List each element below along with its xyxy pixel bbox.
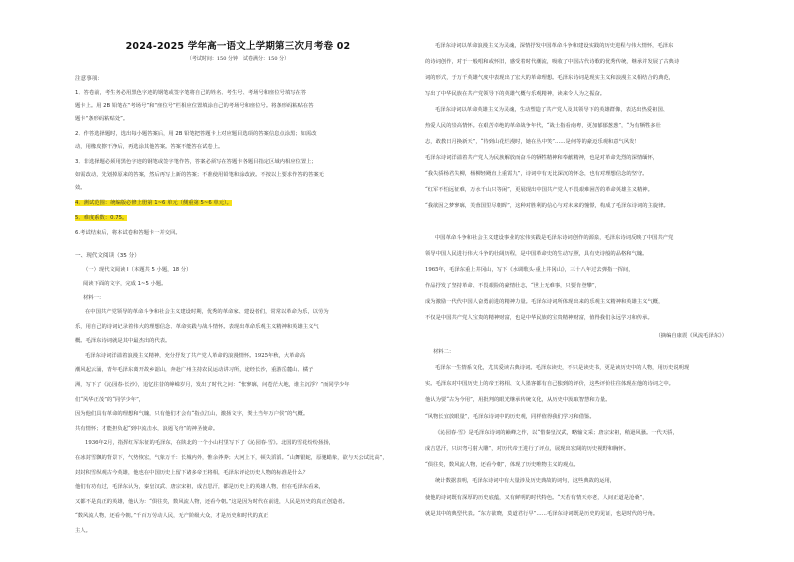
notes-heading: 注意事项： [75,76,103,82]
body-line: 毛泽东诗词洋溢着共产党人为民族解放而奋斗的牺牲精神和奉献精神，也是对革命先烈的深情缅怀， [425,155,659,161]
body-line: 乐，用自己的诗词记录着伟大的理想信念、革命实践与战斗情怀。表现出革命乐观主义精神和英雄主义气 [75,323,319,330]
body-line: 因为他们具有革命的理想和气魄，只有他们才会有“指点江山，激扬文字，粪土当年万户侯”的气概。 [75,411,309,418]
body-line: 洲，写下了《沁园春·长沙》，追忆往昔的峥嵘岁月，发出了时代之问：“怅寥廓，问苍茫大地，谁主沉浮？”而同学少年 [75,382,350,388]
subsection-heading: （一）现代文阅读 I（本题共 5 小题，18 分） [83,267,192,273]
body-line: 不仅是中国共产党人宝贵的精神财富，也是中华民族的宝贵精神财富，值得我们永远学习和传承。 [425,315,653,321]
page-subtitle: （考试时间：150 分钟 试卷满分：150 分） [186,56,290,62]
note-3b: 如需改动，先划掉原来的答案，然后再写上新的答案；不准使用铅笔和涂改液。不按以上要求作答的答案无 [75,172,324,178]
body-line: 主人。 [75,528,91,534]
body-line: 统计数据表明，毛泽东诗词中有大量涉及历史典故的词句，这些典故的运用， [435,478,616,485]
body-line: 领导中国人民进行伟大斗争的壮阔历程，是中国革命史的生动写照，具有史诗般的品格和气魄。 [425,251,648,257]
source-citation: （摘编自康震《风流毛泽东》） [655,333,727,339]
note-5-highlight: 5．难度系数：0.75。 [75,215,128,221]
body-line: 封封积雪纵观古今英雄，他也在中国历史上留下诸多帝王将相，毛泽东评论历史人物的标准是什么？ [75,469,309,476]
note-2b: 动，用橡皮擦干净后，再选涂其他答案。答案不能答在试卷上。 [75,144,224,150]
body-line: 使他的诗词既有深厚的历史底蕴，又有鲜明的时代特色。“天若有情天亦老，人间正道是沧桑”， [425,494,648,501]
body-line: 热爱人民的崇高情怀。在艰苦卓绝的革命战争年代，“战士指看南粤，更加郁郁葱葱”，“为有牺牲多壮 [425,123,661,129]
body-line: 实。毛泽东对中国历史上的帝王将相、文人墨客都有自己独到的评价，这些评价往往体现在他的诗词之中。 [425,381,674,388]
body-line: 1965年，毛泽东重上井冈山，写下《水调歌头·重上井冈山》，三十八年过去弹指一挥间， [425,267,634,273]
body-line: 词的形式，于万千英雄气度中表现出了宏大的革命理想。毛泽东诗词是现实主义和浪漫主义相结合的典范， [425,75,674,81]
reading-instruction: 阅读下面的文字，完成 1~5 小题。 [83,281,167,287]
section-heading: 一、现代文阅读（35 分） [75,253,140,259]
body-line: 又都不是真正的英雄，他认为：“俱往矣，数风流人物，还看今朝。”这是因为时代在前进，人民是历史的真正创造者。 [75,498,348,505]
body-line: 共有情怀；才能担负起“到中流击水，浪遏飞舟”的神圣使命。 [75,425,219,432]
body-line: 的诗词创作，对于一般唱和或怀旧，感受着时代潮流，吸收了中国古代诗歌的优秀传统，继承并发展了古典诗 [425,59,680,65]
body-line: 写出了中华民族在共产党领导下的英雄气概与乐观精神，读来令人为之振奋。 [425,91,606,97]
body-line: 中国革命斗争和社会主义建设事业的宏伟实践是毛泽东诗词创作的源泉，毛泽东诗词反映了中国共产党 [435,235,674,241]
body-line: “我欲因之梦寥廓，芙蓉国里尽朝晖”，这种对胜利的信心与对未来的憧憬，构成了毛泽东诗词的主旋律。 [425,203,669,209]
body-line: 成为激励一代代中国人奋勇前进的精神力量。毛泽东诗词所体现出来的乐观主义精神和英雄主义气概， [425,299,664,305]
body-line: 他认为要“古为今用”，用批判的眼光继承传统文化，从历史中汲取智慧和力量。 [425,397,611,404]
body-line: 在中国共产党领导的革命斗争和社会主义建设时期，优秀的革命家、建设者们，常常以革命为乐，以劳为 [85,309,329,315]
body-line: 们“风华正茂”的“同学少年”， [75,396,145,403]
material-2-label: 材料二： [433,349,455,355]
note-1a: 1．答卷前，考生务必用黑色字迹的钢笔或签字笔将自己的姓名、考生号、考场号和座位号填写在答 [75,90,307,96]
note-4-highlight: 4．测试范围：统编版必修上册第 1~6 单元（侧重第 5~6 单元）。 [75,200,232,206]
note-2a: 2．作答选择题时，选出每小题答案后，用 2B 铅笔把答题卡上对应题目选项的答案信息点涂黑；如需改 [75,131,317,137]
page-title: 2024-2025 学年高一语文上学期第三次月考卷 02 [125,41,351,52]
note-1b: 题卡上。用 2B 铅笔在“考场号”和“座位号”栏相应位置填涂自己的考场号和座位号。将条形码粘贴在答 [75,103,314,109]
body-line: 潮风起云涌，青年毛泽东离开故乡韶山，奔赴广州主持农民运动讲习所，途经长沙，重游岳麓山、橘子 [75,367,314,374]
note-1c: 题卡“条形码粘贴处”。 [75,116,129,122]
body-line: 概。毛泽东诗词就是其中最杰出的代表。 [75,338,171,345]
body-line: 在冰封雪飘的背景下，气势恢宏，气象万千：长城内外，惟余莽莽；大河上下，顿失滔滔。“山舞银蛇，原驰蜡象，欲与天公试比高”， [75,455,388,461]
body-line: 他们有功有过，毛泽东认为，秦皇汉武、唐宗宋祖，成吉思汗，都是历史上的英雄人物，但在毛泽东看来， [75,484,324,491]
note-3a: 3．非选择题必须用黑色字迹的钢笔或签字笔作答，答案必须写在答题卡各题目指定区域内相应位置上； [75,159,317,165]
body-line: 志，敢教日月换新天”，“待到山花烂漫时，她在丛中笑”……是何等的豪迈乐观和意气风发！ [425,139,640,145]
body-line: 1936年2月，指挥红军东征的毛泽东，在陕北的一个小山村里写下了《沁园春·雪》。北国的雪花纷纷扬扬， [85,440,334,447]
body-line: 就是其中的典型代表。“东方欲晓，莫道君行早”……毛泽东诗词既是历史的见证，也是时代的号角。 [425,510,659,517]
body-line: 作品抒发了坚持革命、不畏艰险的豪情壮志，“世上无难事，只要肯登攀”， [425,283,600,289]
note-6: 6.考试结束后，将本试卷和答题卡一并交回。 [75,230,181,236]
material-1-label: 材料一： [83,295,105,301]
note-3c: 效。 [75,185,86,191]
body-line: 毛泽东诗词洋溢着浪漫主义精神，充分抒发了共产党人革命的浪漫情怀。1925年秋，大革命高 [85,352,306,359]
body-line: “风物长宜放眼量”，毛泽东诗词中的历史观，同样值得我们学习和借鉴。 [425,413,595,420]
body-line: 《沁园春·雪》是毛泽东诗词的巅峰之作，以“惜秦皇汉武，略输文采；唐宗宋祖，稍逊风骚。一代天骄， [435,429,678,436]
body-line: “俱往矣，数风流人物，还看今朝”，体现了历史唯物主义的观点。 [425,462,579,469]
body-line: 毛泽东诗词以革命浪漫主义为灵魂，深情抒发中国革命斗争和建设实践的历史进程与伟大情怀，毛泽东 [435,43,674,49]
body-line: “我失骄杨君失柳，杨柳轻飏直上重霄九”，诗词中有无比深沉的怀念，也有对理想信念的坚守。 [425,171,648,177]
body-line: 毛泽东诗词以革命英雄主义为灵魂，生动塑造了共产党人及其领导下的英雄群像，表达出热爱祖国、 [435,107,669,113]
body-line: “数风流人物，还看今朝。”千百万劳动人民，无产阶级大众，才是历史和时代的真正 [75,513,269,520]
body-line: 毛泽东一生情系文化，尤其爱读古典诗词。毛泽东读史，不只是读史书，更是读历史中的人物，用历史说明现 [435,365,690,371]
body-line: “红军不怕远征难，万水千山只等闲”，更展现出中国共产党人不畏艰难困苦的革命英雄主义精神。 [425,187,653,193]
body-line: 成吉思汗，只识弯弓射大雕”，对历代帝王进行了评点，展现出宏阔的历史视野和胸怀。 [425,446,629,452]
